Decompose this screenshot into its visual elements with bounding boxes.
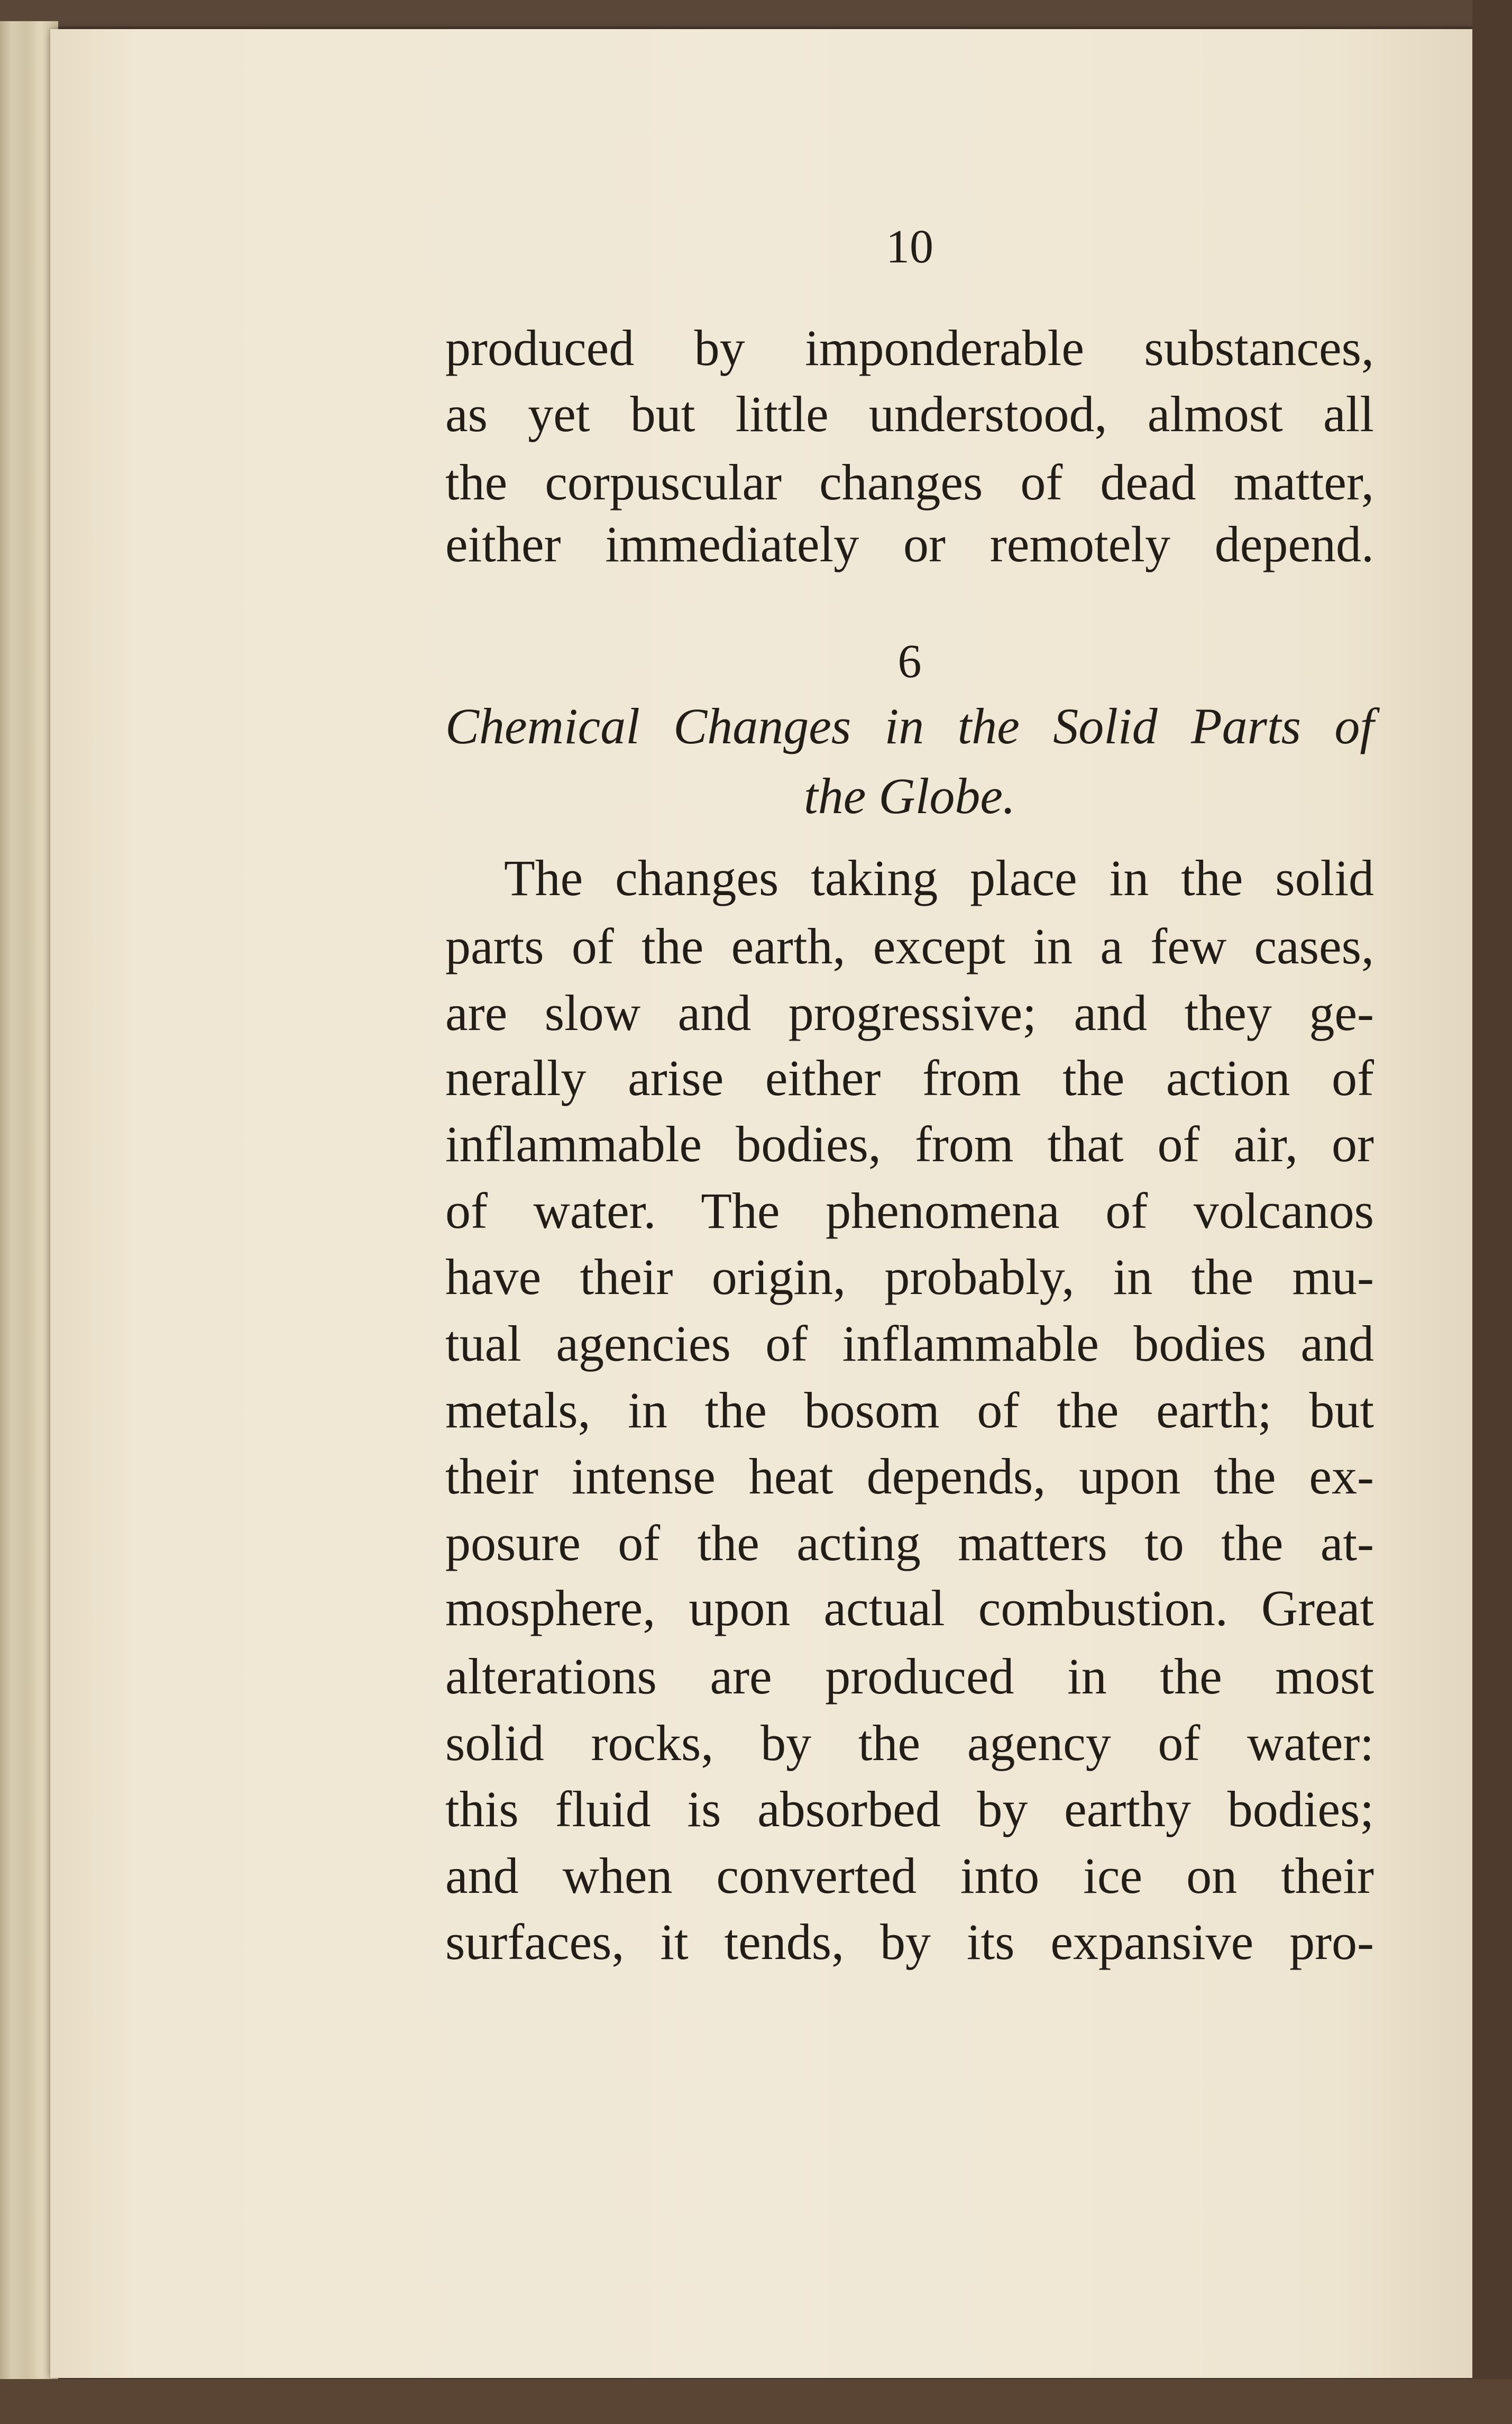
text-line: this fluid is absorbed by earthy bodies; xyxy=(445,1781,1374,1837)
book-cover-bottom xyxy=(0,2379,1512,2424)
book-cover-top xyxy=(0,0,1512,26)
text-line: nerally arise either from the action of xyxy=(445,1050,1374,1106)
book-cover-right xyxy=(1472,0,1512,2424)
text-line: The changes taking place in the solid xyxy=(504,850,1374,906)
text-line: have their origin, probably, in the mu- xyxy=(445,1249,1374,1305)
text-line: inflammable bodies, from that of air, or xyxy=(445,1116,1374,1172)
text-line: parts of the earth, except in a few cases, xyxy=(445,918,1374,974)
text-line: as yet but little understood, almost all xyxy=(445,386,1374,442)
text-line: alterations are produced in the most xyxy=(445,1648,1374,1705)
text-line: posure of the acting matters to the at- xyxy=(445,1515,1374,1571)
text-line: surfaces, it tends, by its expansive pro- xyxy=(445,1913,1374,1970)
page-number: 10 xyxy=(886,221,933,273)
section-title: Chemical Changes in the Solid Parts of xyxy=(445,698,1374,754)
text-line: their intense heat depends, upon the ex- xyxy=(445,1448,1374,1505)
page-stack-edge xyxy=(0,21,58,2386)
text-line: the corpuscular changes of dead matter, xyxy=(445,454,1374,511)
text-line: tual agencies of inflammable bodies and xyxy=(445,1315,1374,1372)
section-number: 6 xyxy=(897,635,922,688)
text-line: solid rocks, by the agency of water: xyxy=(445,1715,1374,1771)
text-line: of water. The phenomena of volcanos xyxy=(445,1182,1374,1239)
text-line: are slow and progressive; and they ge- xyxy=(445,985,1374,1041)
text-line: either immediately or remotely depend. xyxy=(445,516,1374,572)
text-line: metals, in the bosom of the earth; but xyxy=(445,1382,1374,1438)
text-line: and when converted into ice on their xyxy=(445,1847,1374,1904)
text-line: produced by imponderable substances, xyxy=(445,320,1374,376)
section-title: the Globe. xyxy=(804,768,1015,824)
text-line: mosphere, upon actual combustion. Great xyxy=(445,1580,1374,1636)
